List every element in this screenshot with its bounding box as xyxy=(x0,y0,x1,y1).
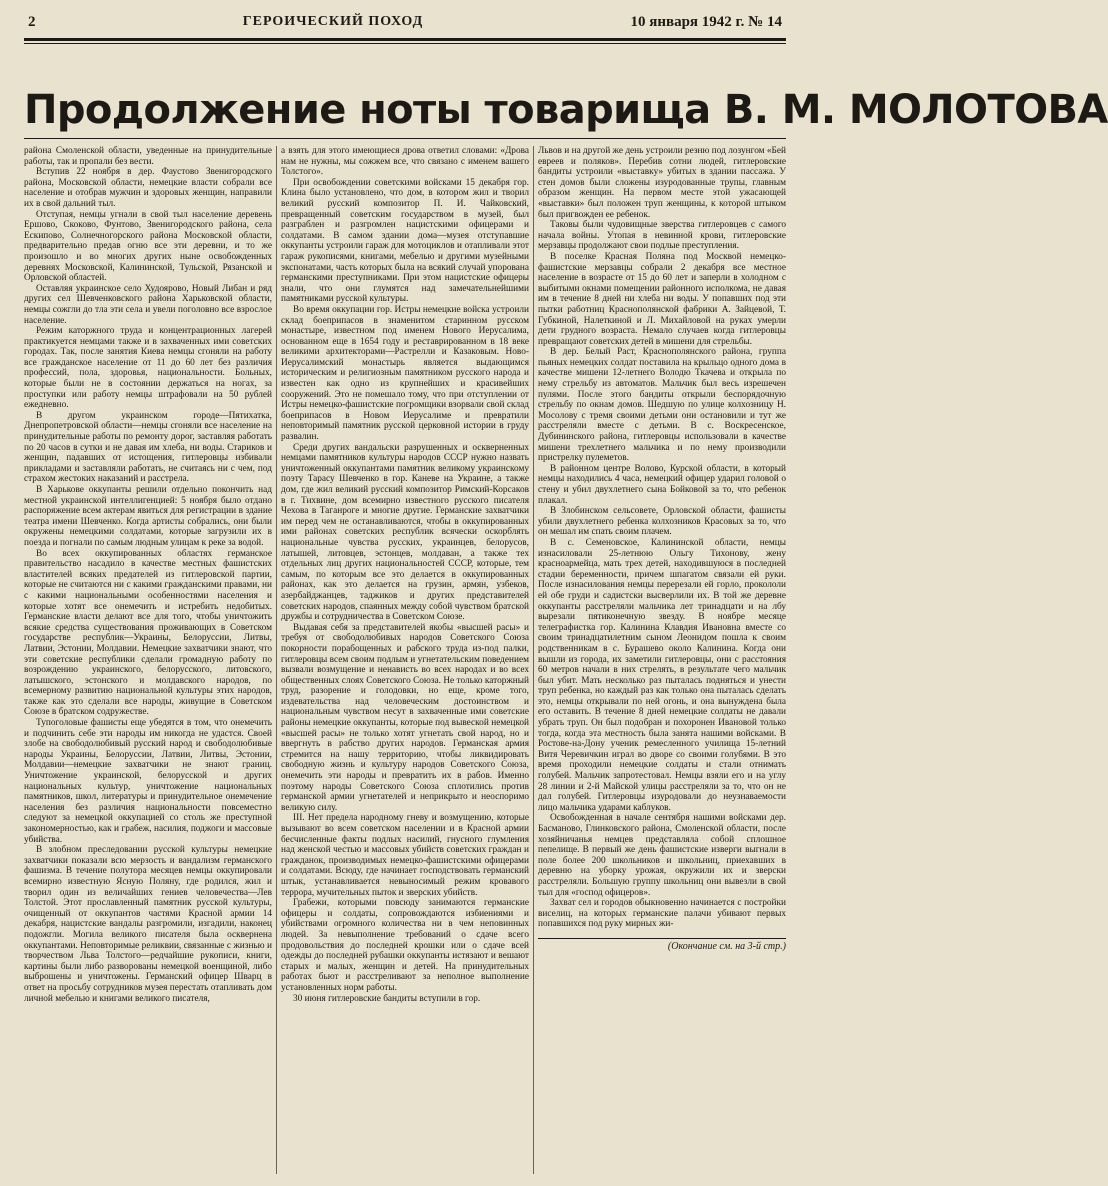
column-divider xyxy=(276,146,277,1174)
article-body xyxy=(24,146,786,1174)
column-divider xyxy=(533,146,534,1174)
paragraph: Во всех оккупированных областях германское правительство насадило в качестве местных фашистских властителей всяких предателей из гитлеровской партии, которые не считаются ни с какими гражданскими правами, ни с какими национальными особенностями населения и которые хотят все онемечить и истребить недобитых. Германские власти делают все для того, чтобы уничтожить всякие средства существования проживающих в Советском государстве республик—Украины, Белоруссии, Литвы, Латвии, Эстонии, Молдавии. Немецкие захватчики знают, что эти советские республики сделали громадную работу по возрождению украинского, белорусского, литовского, латышского, эстонского и молдавского народов, по всемерному развитию национальной культуры этих народов, также как это сделали все народы, живущие в Советском Союзе в братском содружестве. xyxy=(24,548,272,718)
paragraph: Режим каторжного труда и концентрационных лагерей практикуется немцами также и в захваченных ими советских городах. Так, после занятия Киева немцы сгоняли на работу все гражданское население от 11 до 60 лет без различия профессий, пола, здоровья, национальности. Больных, которые были не в состоянии держаться на ногах, за проступки или работу немцы штрафовали на 50 рублей ежедневно. xyxy=(24,326,272,411)
running-head xyxy=(28,8,782,36)
paragraph: Освобожденная в начале сентября нашими войсками дер. Басманово, Глинковского района, Смоленской области, после хозяйничанья немцев представляла собой сплошное пепелище. В первый же день фашистские изверги выгнали в поле более 200 школьников и школьниц, приехавших в деревню на уборку урожая, окружили их и зверски расстреляли. Большую группу школьниц они вывезли в свой тыл для «господ офицеров». xyxy=(538,813,786,898)
paragraph: Оставляя украинское село Худоярово, Новый Либан и ряд других сел Шевченковского района Харьковской области, немцы сожгли до тла эти села и увели поголовно все взрослое население. xyxy=(24,283,272,326)
paragraph: Грабежи, которыми повсюду занимаются германские офицеры и солдаты, сопровождаются избиениями и убийствами огромного количества ни в чем неповинных людей. За невыполнение требований о сдаче всего продовольствия до последней крошки или о сдаче всей одежды до последней рубашки оккупанты истязают и вешают старых и малых, женщин и детей. На принудительных работах бьют и расстреливают за неполное выполнение установленных норм работы. xyxy=(281,898,529,993)
paragraph: В районном центре Волово, Курской области, в который немцы находились 4 часа, немецкий офицер ударил головой о стену и убил двухлетнего сына Бойковой за то, что ребенок плакал. xyxy=(538,463,786,506)
paragraph: Выдавая себя за представителей якобы «высшей расы» и требуя от свободолюбивых народов Советского Союза покорности порабощенных и рабского труда из-под палки, гитлеровцы всем своим подлым и угнетательским поведением вызвали возмущение и ненависть во всех народах и во всех общественных слоях Советского Союза. Не только каторжный труд, разорение и голодовки, но еще, кроме того, издевательства над человеческим достоинством и национальным чувством несут в захваченные ими советские районы немецкие оккупанты, которые под вывеской немецкой «высшей расы» не только хотят угнетать свой народ, но и ввергнуть в рабство других народов. Германская армия стремится на нашу территорию, чтобы ликвидировать свободную жизнь и культуру народов Советского Союза, онемечить эти народы и превратить их в рабов. Именно поэтому народы Советского Союза сплотились против германской армии угнетателей и неприкрыто и неоспоримо великую силу. xyxy=(281,622,529,813)
paragraph: Таковы были чудовищные зверства гитлеровцев с самого начала войны. Утопая в невинной крови, гитлеровские мерзавцы продолжают свои подлые преступления. xyxy=(538,220,786,252)
paragraph: В Злобинском сельсовете, Орловской области, фашисты убили двухлетнего ребенка колхозников Красовых за то, что он мешал им спать своим плачем. xyxy=(538,506,786,538)
paragraph: Захват сел и городов обыкновенно начинается с постройки виселиц, на которых германские палачи убивают первых попавшихся под руку мирных жи- xyxy=(538,898,786,930)
paragraph: III. Нет предела народному гневу и возмущению, которые вызывают во всем советском населении и в Красной армии бесчисленные факты подлых насилий, гнусного глумления над женской честью и массовых убийств советских граждан и гражданок, производимых немецко-фашистскими офицерами и солдатами. Всюду, где начинает господствовать германский штык, устанавливается невыносимый режим кровавого террора, мучительных пыток и зверских убийств. xyxy=(281,813,529,898)
continuation-note: (Окончание см. на 3-й стр.) xyxy=(538,938,786,953)
header-rule xyxy=(24,38,786,41)
paragraph: а взять для этого имеющиеся дрова ответил словами: «Дрова нам не нужны, мы сожжем все, что связано с именем вашего Толстого». xyxy=(281,146,529,178)
paragraph: Вступив 22 ноября в дер. Фаустово Звенигородского района, Московской области, немецкие власти собрали все население и отобрав мужчин и здоровых женщин, направили их в свой дальний тыл. xyxy=(24,167,272,209)
paragraph: Тупоголовые фашисты еще убедятся в том, что онемечить и подчинить себе эти народы им никогда не удастся. Своей злобе на свободолюбивый русский народ и свободолюбивые народы Украины, Белоруссии, Латвии, Литвы, Эстонии, Молдавии—немецкие захватчики не знают границ. Уничтожение украинской, белорусской и других национальных культур, уничтожение национальных памятников, школ, литературы и принудительное онемечение населения без различия национальности повсеместно следуют за немецкой оккупацией со столь же преступной закономерностью, как и грабеж, насилия, поджоги и массовые убийства. xyxy=(24,718,272,845)
paper-title: ГЕРОИЧЕСКИЙ ПОХОД xyxy=(242,14,424,29)
page-number: 2 xyxy=(28,13,36,30)
paragraph: В поселке Красная Поляна под Москвой немецко-фашистские мерзавцы собрали 2 декабря все местное население в возрасте от 15 до 60 лет и заперли в холодном с выбитыми окнами помещении районного исполкома, не давая им в течение 8 дней ни хлеба ни воды. У попавших под эти пытки работниц Краснополянской фабрики А. Зайцевой, Т. Губкиной, Налеткиной и Л. Михайловой на руках умерли дети грудного возраста. Немало случаев когда гитлеровцы превращают советских детей в мишени для стрельбы. xyxy=(538,251,786,347)
article-headline: Продолжение ноты товарища В. М. МОЛОТОВА xyxy=(24,87,1108,133)
article-column-3 xyxy=(538,146,786,1174)
paragraph: Львов и на другой же день устроили резню под лозунгом «Бей евреев и поляков». Перебив сотни людей, гитлеровские бандиты устроили «выставку» убитых в здании пассажа. У стен домов были сложены изуродованные трупы, главным образом женщин. На первом месте этой ужасающей «выставки» был положен труп женщины, к которой штыком был пригвожден ее ребенок. xyxy=(538,146,786,220)
article-column-2 xyxy=(281,146,529,1174)
article-column-1 xyxy=(24,146,272,1174)
issue-date: 10 января 1942 г. № 14 xyxy=(630,13,782,30)
paragraph: Во время оккупации гор. Истры немецкие войска устроили склад боеприпасов в знаменитом старинном русском монастыре, известном под именем Нового Иерусалима, основанном еще в 1654 году и реставрированном в 18 веке великими архитекторами—Растрелли и Казаковым. Ново-Иерусалимский монастырь является выдающимся историческим и религиозным памятником русского народа и известен как одно из крупнейших и красивейших сооружений. Это не помешало тому, что при отступлении от Истры немецко-фашистские погромщики взорвали свой склад боеприпасов в Новом Иерусалиме и превратили неповторимый памятник русской церковной истории в груду развалин. xyxy=(281,304,529,443)
paragraph: В с. Семеновское, Калининской области, немцы изнасиловали 25-летнюю Ольгу Тихонову, жену красноармейца, мать трех детей, находившуюся в последней стадии беременности, причем шпагатом связали ей руки. После изнасилования немцы перерезали ей горло, прокололи ей обе груди и садистски высверлили их. В той же деревне оккупанты расстреляли мальчика лет тринадцати и на лбу вырезали пятиконечную звезду. В ноябре месяце телеграфистка гор. Калинина Клавдия Ивановна вместе со своим тринадцатилетним сыном Леонидом пошла к своим родственникам в с. Бурашево около Калинина. Когда они вышли из города, их заметили гитлеровцы, они с расстояния 60 метров начали в них стрелять, в результате чего мальчик был убит. Мать несколько раз пыталась подняться и унести труп ребенка, но каждый раз как только она пыталась сделать это, немцы открывали по ней огонь, и она вынуждена была его оставить. В течение 8 дней немецкие солдаты не давали убрать труп. Он был подобран и похоронен Ивановой только тогда, когда эта местность была занята нашими войсками. В Ростове-на-Дону ученик ремесленного училища 15-летний Витя Черевичкин играл во дворе со своими голубями. В это время проходили немецкие солдаты и стали отнимать голубей. Мальчик запротестовал. Немцы взяли его и на углу 28 линии и 2-й Майской улицы расстреляли за то, что он не дал голубей. Гитлеровцы изуродовали до неузнаваемости лицо мальчика ударами каблуков. xyxy=(538,537,786,813)
paragraph: В Харькове оккупанты решили отдельно покончить над местной украинской интеллигенцией: 5 ноября было отдано распоряжение всем актерам явиться для регистрации в здание театра имени Шевченко. Когда артисты собрались, они были окружены немецкими солдатами, которые загрузили их в поезда и погнали по самым людным улицам к реке за водой. xyxy=(24,485,272,548)
paragraph: района Смоленской области, уведенные на принудительные работы, так и пропали без вести. xyxy=(24,146,272,167)
headline-rule xyxy=(24,138,786,139)
paragraph: Отступая, немцы угнали в свой тыл население деревень Ершово, Скоково, Фунтово, Звенигородского района, села Ескипово, Солнечногорского района Московской области, предварительно предав огню все эти деревни, и то же произошло и во многих других ныне освобожденных деревнях Московской, Калининской, Тульской, Рязанской и Орловской областей. xyxy=(24,209,272,284)
paragraph: При освобождении советскими войсками 15 декабря гор. Клина было установлено, что дом, в котором жил и творил великий русский композитор П. И. Чайковский, превращенный советским государством в музей, был разграблен и разгромлен нацистскими офицерами и солдатами. В самом здании дома—музея отступавшие оккупанты устроили гараж для мотоциклов и отапливали этот гараж рукописями, книгами, мебелью и другими музейными экспонатами, часть которых была на всякий случай упорована германскими преступниками. При этом нацистские офицеры знали, что они глумятся над замечательнейшими памятниками русской культуры. xyxy=(281,177,529,305)
paragraph: В другом украинском городе—Пятихатка, Днепропетровской области—немцы сгоняли все население на принудительные работы по ремонту дорог, заставляя работать по 20 часов в сутки и не давая им хлеба, ни воды. Стариков и женщин, падавших от истощения, гитлеровцы избивали прикладами и заставляли работать, не считаясь ни с чем, под страхом жестоких наказаний и расстрела. xyxy=(24,410,272,485)
paragraph: 30 июня гитлеровские бандиты вступили в гор. xyxy=(293,993,481,1004)
paragraph: Среди других вандальски разрушенных и оскверненных немцами памятников культуры народов СССР нужно назвать уничтоженный оккупантами памятник великому украинскому поэту Тарасу Шевченко в гор. Каневе на Украине, а также дом, где жил великий русский композитор Римский-Корсаков в г. Тихвине, дом всемирно известного русского писателя Чехова в Таганроге и многие другие. Германские захватчики им перед чем не останавливаются, чтобы в оккупированных ими районах советских республик всячески оскорблять национальные чувства русских, украинцев, белорусов, латышей, литовцев, эстонцев, молдаван, а также тех отдельных лиц других национальностей СССР, которые, тем самым, по которым все это делается в оккупированных районах, как это делается на грузин, армян, узбеков, азербайджанцев, таджиков и других представителей советских народов, спаянных между собой чувством братской дружбы и сотрудничества в Советском Союзе. xyxy=(281,442,529,623)
header-rule-thin xyxy=(24,43,786,44)
paragraph: В злобном преследовании русской культуры немецкие захватчики показали всю мерзость и вандализм германского фашизма. В течение полутора месяцев немцы оккупировали всемирно известную Ясную Поляну, где родился, жил и творил один из величайших гениев человечества—Лев Толстой. Этот прославленный памятник русской культуры, очищенный от оккупантов частями Красной армии 14 декабря, нацистские вандалы разгромили, изгадили, наконец подожгли. Могила великого писателя была осквернена оккупантами. Неповторимые реликвии, связанные с жизнью и творчеством Льва Толстого—редчайшие рукописи, книги, картины были либо разворованы немецкой военщиной, либо выброшены и уничтожены. Германский офицер Шварц в ответ на просьбу сотрудников музея перестать отапливать дом личной мебелью и книгами великого писателя, xyxy=(24,845,272,1004)
paragraph: В дер. Белый Раст, Краснополянского района, группа пьяных немецких солдат поставила на крыльцо одного дома в качестве мишени 12-летнего Володю Ткачева и открыла по нему стрельбу из автоматов. Мальчик был весь изрешечен пулями. После этого бандиты открыли беспорядочную стрельбу по окнам домов. Шедшую по улице колхозницу Н. Мосолову с тремя своими детьми они остановили и тут же расстреляли вместе с детьми. В с. Воскресенское, Дубининского района, гитлеровцы использовали в качестве мишени трехлетнего мальчика и по нему производили пристрелку пулеметов. xyxy=(538,347,786,464)
